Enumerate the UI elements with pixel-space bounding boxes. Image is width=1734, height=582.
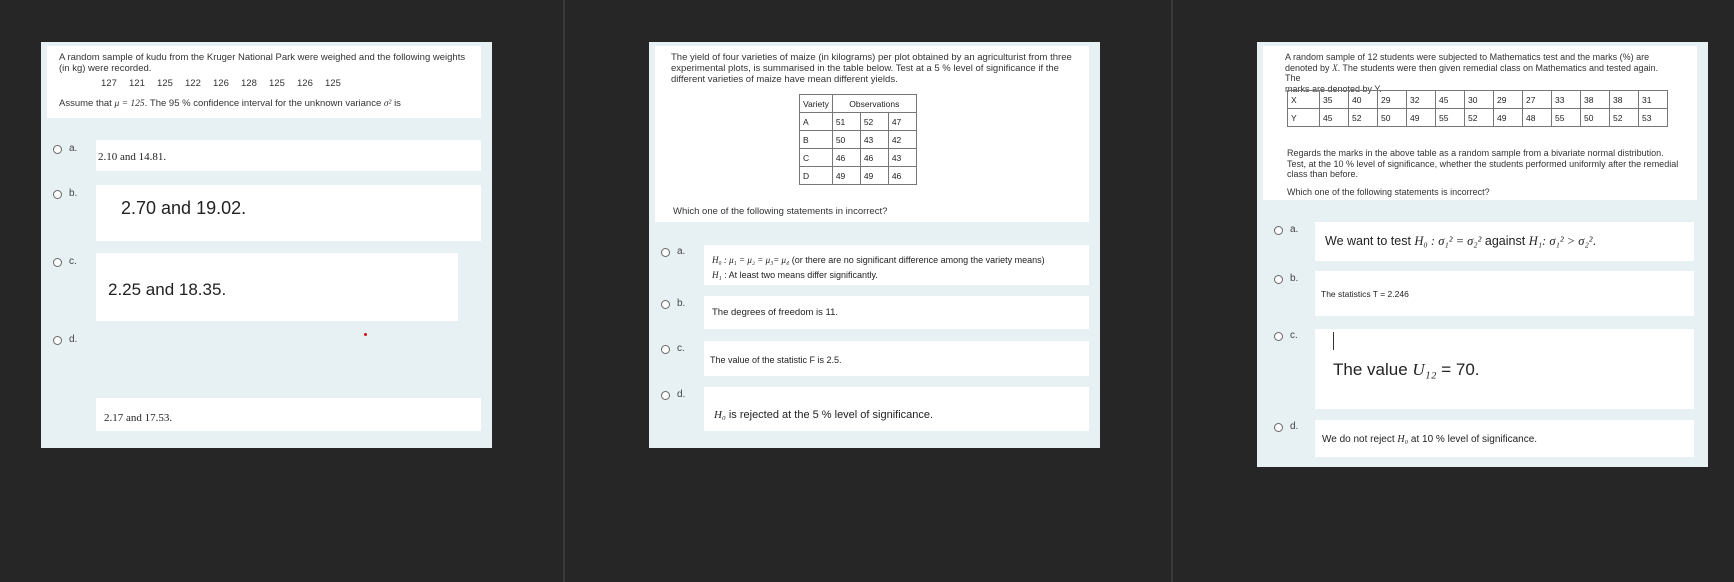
table-cell: 46 bbox=[860, 149, 888, 167]
h1-hypothesis: H₁: σ₁² > σ₂² bbox=[1528, 234, 1593, 248]
option-d-answer[interactable] bbox=[704, 387, 1089, 431]
table-cell: 50 bbox=[1378, 109, 1407, 127]
table-cell: 45 bbox=[1320, 109, 1349, 127]
stem-line: A random sample of 12 students were subjected to Mathematics test and the marks (%) are bbox=[1285, 52, 1650, 62]
table-cell: C bbox=[800, 149, 833, 167]
panel-divider-2 bbox=[1171, 0, 1173, 582]
assume-line bbox=[59, 98, 401, 109]
table-cell: 47 bbox=[888, 113, 916, 131]
table-cell: 52 bbox=[1610, 109, 1639, 127]
h1-hypothesis: H₁ bbox=[712, 270, 722, 280]
option-a-text: 2.10 and 14.81. bbox=[98, 151, 167, 163]
option-a-letter: a. bbox=[677, 246, 686, 257]
table-cell: 52 bbox=[860, 113, 888, 131]
option-d-text: 2.17 and 17.53. bbox=[104, 412, 173, 424]
table-cell: 49 bbox=[832, 167, 860, 185]
text-cursor bbox=[1333, 332, 1334, 350]
option-a-line1-text: (or there are no significant difference among the variety means) bbox=[791, 255, 1045, 265]
option-c-answer[interactable] bbox=[1315, 329, 1694, 409]
table-cell: 45 bbox=[1436, 91, 1465, 109]
option-d-answer[interactable] bbox=[96, 398, 481, 431]
option-a-line1 bbox=[712, 253, 1081, 268]
red-marker-dot bbox=[364, 333, 367, 336]
option-b-radio[interactable] bbox=[53, 190, 62, 199]
option-b-answer[interactable] bbox=[1315, 271, 1694, 316]
option-c-suffix: = 70. bbox=[1441, 360, 1480, 379]
table-cell: 49 bbox=[860, 167, 888, 185]
option-b-answer[interactable] bbox=[96, 185, 481, 241]
option-a-line2-text: : At least two means differ significantly. bbox=[724, 270, 878, 280]
table-row bbox=[800, 167, 917, 185]
assume-suffix: is bbox=[394, 98, 401, 109]
option-d-radio[interactable] bbox=[1274, 423, 1283, 432]
option-d-suffix: at 10 % level of significance. bbox=[1410, 434, 1538, 445]
option-b-text: The degrees of freedom is 11. bbox=[712, 307, 839, 318]
assume-sigma: σ² bbox=[383, 99, 392, 109]
option-b-answer[interactable] bbox=[704, 296, 1089, 329]
stem-line: The yield of four varieties of maize (in kilograms) per plot obtained by an agriculturist from three bbox=[671, 52, 1072, 63]
table-cell: 38 bbox=[1581, 91, 1610, 109]
weight-value: 126 bbox=[297, 78, 313, 89]
table-cell: 42 bbox=[888, 131, 916, 149]
option-b-text: The statistics T = 2.246 bbox=[1321, 289, 1409, 299]
table-cell: 40 bbox=[1349, 91, 1378, 109]
table-cell: B bbox=[800, 131, 833, 149]
option-c-text: The value of the statistic F is 2.5. bbox=[710, 355, 842, 365]
option-d-radio[interactable] bbox=[661, 391, 670, 400]
question-card-1 bbox=[41, 42, 492, 448]
table-cell: 30 bbox=[1465, 91, 1494, 109]
stem-line: (in kg) were recorded. bbox=[59, 63, 152, 74]
table-cell: 27 bbox=[1523, 91, 1552, 109]
table-header-observations: Observations bbox=[832, 95, 916, 113]
stem-text: . The students were then given remedial class on Mathematics and tested again. The bbox=[1285, 62, 1659, 83]
context-paragraph bbox=[1287, 148, 1678, 180]
maize-yield-table bbox=[799, 94, 917, 185]
option-b-letter: b. bbox=[677, 298, 686, 309]
table-cell: 29 bbox=[1494, 91, 1523, 109]
question-card-3 bbox=[1257, 42, 1708, 467]
table-cell: 38 bbox=[1610, 91, 1639, 109]
table-cell: 33 bbox=[1552, 91, 1581, 109]
stem-line: marks are denoted by Y. bbox=[1285, 83, 1382, 94]
table-cell: 31 bbox=[1639, 91, 1668, 109]
variable-x: X bbox=[1332, 62, 1338, 73]
question-card-2 bbox=[649, 42, 1100, 448]
weight-value: 128 bbox=[241, 78, 257, 89]
weight-value: 125 bbox=[325, 78, 341, 89]
assume-prefix: Assume that bbox=[59, 98, 112, 109]
question-prompt: Which one of the following statements is incorrect? bbox=[1287, 187, 1490, 197]
table-cell: 52 bbox=[1349, 109, 1378, 127]
table-cell: 43 bbox=[860, 131, 888, 149]
table-cell: 53 bbox=[1639, 109, 1668, 127]
option-c-answer[interactable] bbox=[96, 253, 458, 321]
stem-line bbox=[1285, 63, 1675, 84]
option-a-letter: a. bbox=[69, 143, 78, 154]
table-cell: 29 bbox=[1378, 91, 1407, 109]
option-d-radio[interactable] bbox=[53, 336, 62, 345]
option-d-prefix: We do not reject bbox=[1322, 434, 1395, 445]
table-cell: 50 bbox=[832, 131, 860, 149]
option-a-line2 bbox=[712, 268, 1081, 283]
assume-mu: μ = 125 bbox=[114, 99, 145, 109]
marks-table bbox=[1287, 90, 1668, 127]
weight-value: 125 bbox=[157, 78, 173, 89]
table-cell: 48 bbox=[1523, 109, 1552, 127]
option-c-letter: c. bbox=[69, 256, 77, 267]
table-cell: 32 bbox=[1407, 91, 1436, 109]
para-line: Test, at the 10 % level of significance, whether the students performed uniformly after the remedial bbox=[1287, 158, 1679, 169]
option-a-answer[interactable] bbox=[96, 140, 481, 171]
option-b-letter: b. bbox=[69, 188, 78, 199]
table-cell: X bbox=[1288, 91, 1320, 109]
option-d-letter: d. bbox=[69, 334, 78, 345]
table-cell: 35 bbox=[1320, 91, 1349, 109]
option-a-answer[interactable] bbox=[704, 245, 1089, 285]
table-cell: 46 bbox=[888, 167, 916, 185]
option-c-radio[interactable] bbox=[661, 345, 670, 354]
weight-value: 121 bbox=[129, 78, 145, 89]
stem-text: denoted by bbox=[1285, 62, 1330, 73]
weight-value: 122 bbox=[185, 78, 201, 89]
option-b-radio[interactable] bbox=[661, 300, 670, 309]
table-cell: A bbox=[800, 113, 833, 131]
u12-symbol: U₁₂ bbox=[1412, 360, 1437, 379]
option-a-mid: against bbox=[1484, 234, 1526, 248]
table-header-variety: Variety bbox=[800, 95, 833, 113]
para-line: Regards the marks in the above table as a random sample from a bivariate normal distribution. bbox=[1287, 148, 1664, 158]
table-cell: 55 bbox=[1436, 109, 1465, 127]
h0-hypothesis: H₀ : μ₁ = μ₂ = μ₃= μ₄ bbox=[712, 255, 790, 265]
table-cell: 49 bbox=[1494, 109, 1523, 127]
option-c-radio[interactable] bbox=[53, 258, 62, 267]
option-c-answer[interactable] bbox=[704, 341, 1089, 376]
table-cell: D bbox=[800, 167, 833, 185]
option-c-prefix: The value bbox=[1333, 360, 1408, 379]
h0-symbol: H₀ bbox=[714, 409, 726, 421]
table-cell: 50 bbox=[1581, 109, 1610, 127]
table-cell: 55 bbox=[1552, 109, 1581, 127]
option-a-prefix: We want to test bbox=[1325, 234, 1411, 248]
option-c-text: 2.25 and 18.35. bbox=[108, 280, 227, 299]
panel-divider-1 bbox=[563, 0, 565, 582]
option-a-letter: a. bbox=[1290, 224, 1299, 235]
table-row bbox=[800, 149, 917, 167]
table-row-y bbox=[1288, 109, 1668, 127]
option-c-letter: c. bbox=[1290, 330, 1298, 341]
h0-symbol: H₀ bbox=[1397, 434, 1409, 445]
weights-row bbox=[59, 78, 469, 89]
table-cell: 43 bbox=[888, 149, 916, 167]
h0-hypothesis: H₀ : σ₁² = σ₂² bbox=[1414, 234, 1482, 248]
weight-value: 127 bbox=[101, 78, 117, 89]
option-b-radio[interactable] bbox=[1274, 275, 1283, 284]
option-d-answer[interactable] bbox=[1315, 420, 1694, 457]
para-line: class than before. bbox=[1287, 169, 1359, 179]
stem-line: experimental plots, is summarised in the table below. Test at a 5 % level of significance if the bbox=[671, 63, 1059, 74]
table-row bbox=[800, 131, 917, 149]
option-c-radio[interactable] bbox=[1274, 332, 1283, 341]
option-c-letter: c. bbox=[677, 343, 685, 354]
option-a-answer[interactable] bbox=[1315, 222, 1694, 261]
table-row bbox=[800, 113, 917, 131]
option-d-letter: d. bbox=[677, 389, 686, 400]
assume-mid: . The 95 % confidence interval for the unknown variance bbox=[144, 98, 382, 109]
option-b-text: 2.70 and 19.02. bbox=[121, 198, 247, 218]
option-a-radio[interactable] bbox=[53, 145, 62, 154]
table-cell: 52 bbox=[1465, 109, 1494, 127]
stem-line: different varieties of maize have mean different yields. bbox=[671, 74, 898, 85]
table-cell: 49 bbox=[1407, 109, 1436, 127]
option-a-suffix: . bbox=[1592, 234, 1597, 248]
weight-value: 125 bbox=[269, 78, 285, 89]
weight-value: 126 bbox=[213, 78, 229, 89]
option-a-radio[interactable] bbox=[1274, 226, 1283, 235]
table-row-x bbox=[1288, 91, 1668, 109]
table-cell: 46 bbox=[832, 149, 860, 167]
option-d-text: is rejected at the 5 % level of significance. bbox=[728, 409, 934, 421]
table-cell: Y bbox=[1288, 109, 1320, 127]
option-b-letter: b. bbox=[1290, 273, 1299, 284]
table-cell: 51 bbox=[832, 113, 860, 131]
option-a-radio[interactable] bbox=[661, 248, 670, 257]
question-prompt: Which one of the following statements in incorrect? bbox=[673, 206, 888, 217]
stem-line: A random sample of kudu from the Kruger National Park were weighed and the following weights bbox=[59, 52, 466, 63]
option-d-letter: d. bbox=[1290, 421, 1299, 432]
